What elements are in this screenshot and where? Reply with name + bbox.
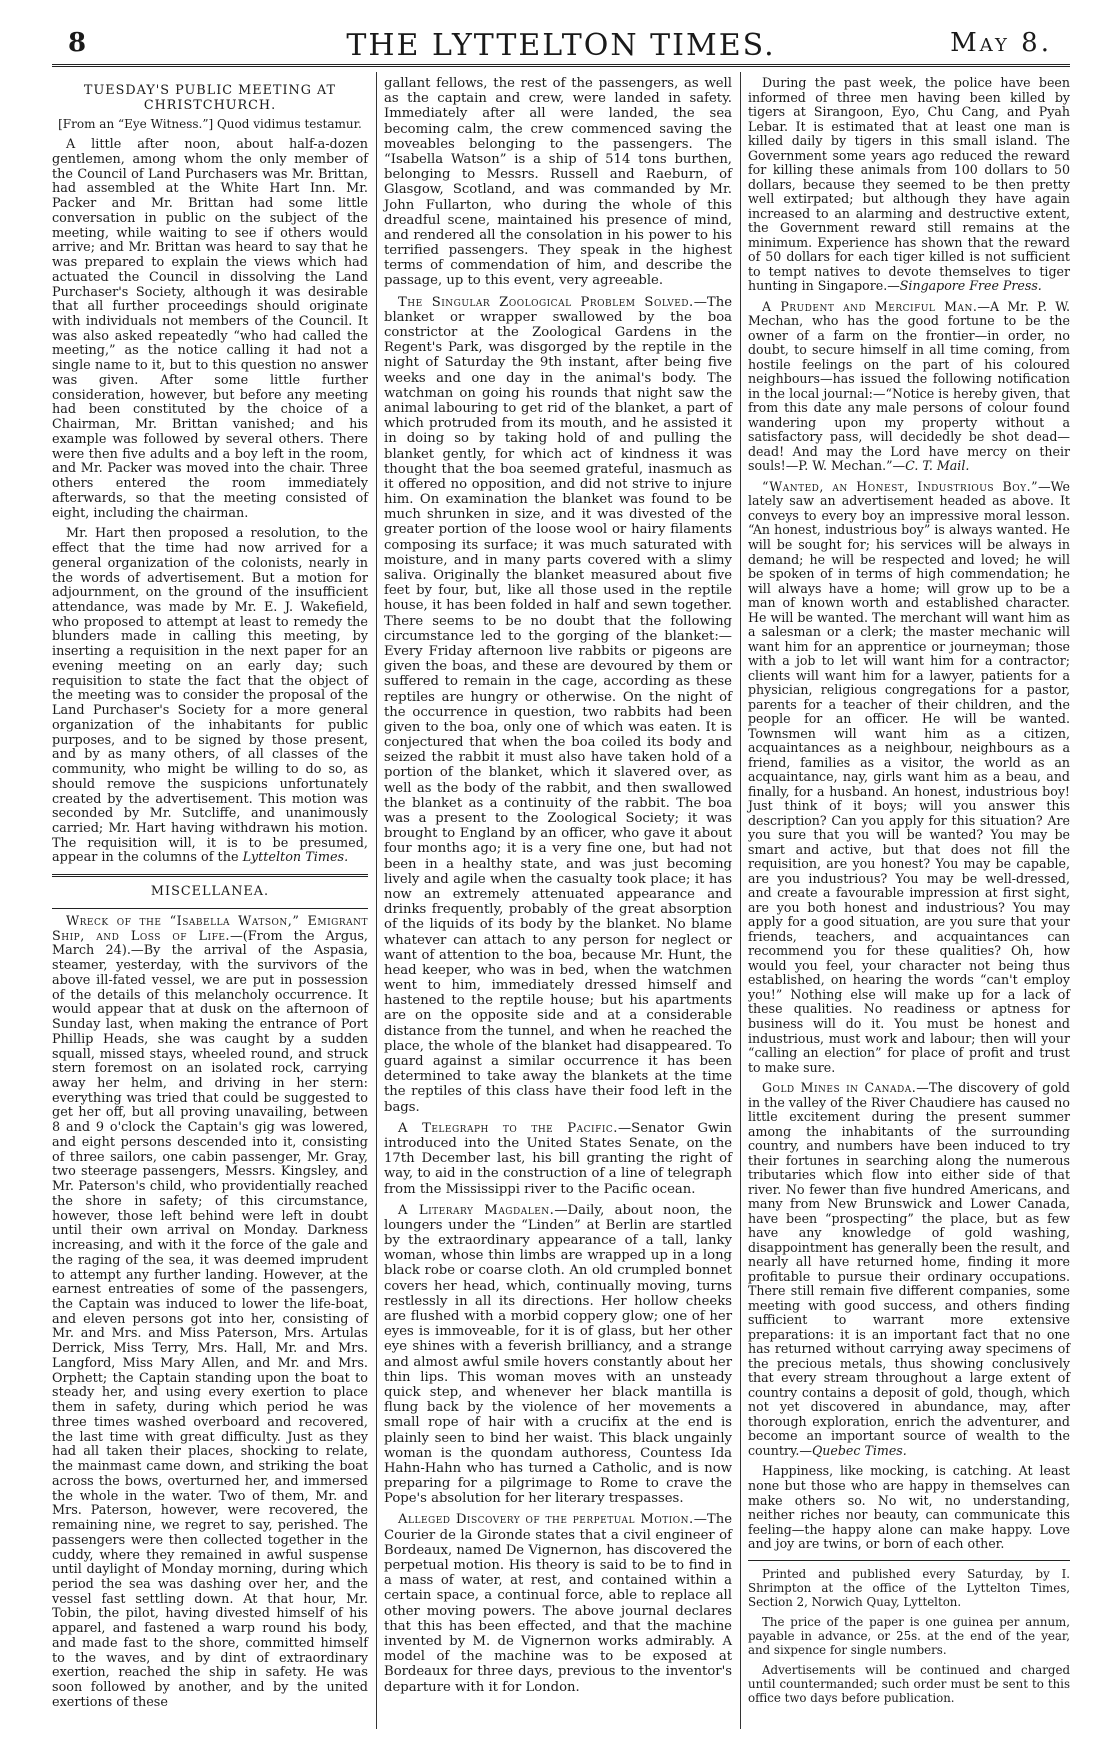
wreck-continued: gallant fellows, the rest of the passengers, as well as the captain and crew, were landed in safety. Immediately after all were landed, the sea becoming calm, the crew commenced saving the moveables belonging to the passengers. The “Isabella Watson” is a ship of 514 tons burthen, belonging to Messrs. Russell and Raeburn, of Glasgow, Scotland, and was commanded by Mr. John Fullarton, who during the whole of this dreadful scene, maintained his presence of mind, and rendered all the consolation in his power to his terrified passengers. They speak in the highest terms of commendation of him, and describe the passage, up to this event, very agreeable.: [384, 76, 732, 289]
section-rule: [52, 908, 368, 909]
article-title: Alleged Discovery of the perpetual Motion.: [398, 1512, 694, 1528]
happiness-article: Happiness, like mocking, is catching. At least none but those who are happy in themselves can make others so. No wit, no understanding, neither riches nor beauty, can communicate this feeling—the happy alone can make happy. Love and joy are twins, or born of each other.: [748, 1463, 1070, 1552]
imprint: [748, 1567, 1070, 1705]
meeting-paragraph: A little after noon, about half-a-dozen gentlemen, among whom the only member of the Council of Land Purchasers was Mr. Brittan, had assembled at the White Hart Inn. Mr. Packer and Mr. Brittan had some little conversation in public on the subject of the meeting, while waiting to see if others would arrive; and Mr. Brittan was heard to say that he was prepared to explain the views which had actuated the Council in dissolving the Land Purchaser's Society, although it was desirable that all further proceedings should originate with individuals not members of the Council. It was also asked repeatedly “who had called the meeting,” as the notice calling it had not a single name to it, but to this question no answer was given. After some little further consideration, however, but before any meeting had been constituted by the choice of a Chairman, Mr. Brittan vanished; and his example was followed by several others. There were then five adults and a boy left in the room, and Mr. Packer was moved into the chair. Three others entered the room immediately afterwards, so that the meeting consisted of eight, including the chairman.: [52, 137, 368, 521]
meeting-paragraph: Mr. Hart then proposed a resolution, to the effect that the time had now arrived for a general organization of the colonists, nearly in the words of advertisement. But a motion for adjournment, on the ground of the insufficient attendance, was made by Mr. E. J. Wakefield, who proposed to attempt at least to remedy the blunders made in calling this meeting, by inserting a requisition in the next paper for an evening meeting on an early day; such requisition to state the fact that the object of the meeting was to consider the proposal of the Land Purchaser's Society for a more general organization of the inhabitants for public purposes, and to be signed by those present, and by as many others, of all classes of the community, who might be willing to do so, as should remove the suspicions unfortunately created by the advertisement. This motion was seconded by Mr. Sutcliffe, and unanimously carried; Mr. Hart having withdrawn his motion. The requisition will, it is to be presumed, appear in the columns of the Lyttelton Times.: [52, 526, 368, 866]
magdalen-article: A Literary Magdalen.—Daily, about noon, the loungers under the “Linden” at Berlin are startled by the extraordinary appearance of a tall, lanky woman, whose thin limbs are wrapped up in a long black robe or coarse cloth. An old crumpled bonnet covers her head, which, continually moving, turns restlessly in all its directions. Her hollow cheeks are flushed with a morbid coppery glow; one of her eyes is immoveable, for it is of glass, but her other eye shines with a feverish brilliancy, and a strange and almost awful smile hovers constantly about her thin lips. This woman moves with an unsteady quick step, and whenever her black mantilla is flung back by the violence of her movements a small rope of hair with a crucifix at the end is plainly seen to bind her waist. This black ungainly woman is the quondam authoress, Countess Ida Hahn-Hahn who has turned a Catholic, and is now preparing for a pilgrimage to Rome to crave the Pope's absolution for her literary trespasses.: [384, 1202, 733, 1507]
article-title: A Literary Magdalen.: [398, 1202, 555, 1218]
column-3: [748, 76, 1070, 1711]
article-title: Wreck of the “Isabella Watson,” Emigrant Ship, and Loss of Life.: [52, 913, 368, 944]
tigers-article: During the past week, the police have been informed of three men having been killed by tigers at Sirangoon, Eyo, Chu Cang, and Pyah Lebar. It is estimated that at least one man is killed daily by tigers in this small island. The Government some years ago reduced the reward for killing these animals from 100 dollars to 50 dollars, because they seemed to be then pretty well extirpated; but although they have again increased to an alarming and destructive extent, the Government reward still remains at the minimum. Experience has shown that the reward of 50 dollars for each tiger killed is not sufficient to tempt natives to devote themselves to tiger hunting in Singapore.—Singapore Free Press.: [748, 75, 1070, 294]
imprint-publisher: Printed and published every Saturday, by I. Shrimpton at the office of the Lyttelton Times, Section 2, Norwich Quay, Lyttelton.: [748, 1566, 1070, 1609]
article-title: A Prudent and Merciful Man.: [762, 298, 978, 314]
article-title: Gold Mines in Canada.: [762, 1080, 917, 1096]
newspaper-title: THE LYTTELTON TIMES.: [346, 28, 776, 63]
column-divider: [740, 72, 741, 1729]
gold-article: Gold Mines in Canada.—The discovery of gold in the valley of the River Chaudiere has caused no little excitement during the present summer among the inhabitants of the surrounding country, and numbers have been induced to try their fortunes in searching along the numerous tributaries which flow into either side of that river. No fewer than five hundred Americans, and many from New Brunswick and Lower Canada, have been “prospecting” the place, but as few have any knowledge of gold washing, disappointment has generally been the result, and nearly all have returned home, finding it more profitable to pursue their ordinary occupations. There still remain five different companies, some meeting with good success, and others finding sufficient to warrant more extensive preparations: it is an important fact that no one has returned without carrying away specimens of the precious metals, thus showing conclusively that every stream throughout a large extent of country contains a deposit of gold, though, which not yet discovered in abundance, may, after thorough exploration, enrich the adventurer, and become an important source of wealth to the country.—Quebec Times.: [748, 1080, 1070, 1458]
issue-date: May 8.: [950, 28, 1052, 58]
imprint-advertisements: Advertisements will be continued and charged until countermanded; such order must be sent to this office two days before publication.: [748, 1662, 1070, 1705]
wreck-article: Wreck of the “Isabella Watson,” Emigrant Ship, and Loss of Life.—(From the Argus, March 24).—By the arrival of the Aspasia, steamer, yesterday, with the survivors of the above ill-fated vessel, we are put in possession of the details of this melancholy occurrence. It would appear that at dusk on the afternoon of Sunday last, when making the entrance of Port Phillip Heads, she was caught by a sudden squall, missed stays, wheeled round, and struck stern foremost on an isolated rock, carrying away her helm, and driving in her stern: everything was tried that could be suggested to get her off, but all proving unavailing, between 8 and 9 o'clock the Captain's gig was lowered, and eight persons descended into it, consisting of three sailors, one cabin passenger, Mr. Gray, two steerage passengers, Messrs. Kingsley, and Mr. Paterson's child, who providentially reached the shore in safety; of this circumstance, however, those left behind were left in doubt until their own arrival on Monday. Darkness increasing, and with it the force of the gale and the raging of the sea, it was deemed imprudent to attempt any further landing. However, at the earnest entreaties of some of the passengers, the Captain was induced to lower the life-boat, and eleven persons got into her, consisting of Mr. and Mrs. and Miss Paterson, Mrs. Artulas Derrick, Miss Terry, Mrs. Hall, Mr. and Mrs. Langford, Miss Mary Allen, and Mr. and Mrs. Orphett; the Captain standing upon the boat to steady her, and using every exertion to place them in safety, during which period he was three times washed overboard and recovered, the last time with great difficulty. Just as they had all taken their places, shocking to relate, the mainmast came down, and striking the boat across the bows, overturned her, and immersed the whole in the water. Two of them, Mr. and Mrs. Paterson, however, were recovered, the remaining nine, we regret to say, perished. The passengers were then collected together in the cuddy, where they remained in awful suspense until daylight of Monday morning, during which period the sea was dashing over her, and the vessel fast settling down. At that hour, Mr. Tobin, the pilot, having divested himself of his apparel, and fastened a warp round his body, and made fast to the shore, committed himself to the waves, and by dint of extraordinary exertion, reached the ship in safety. He was soon followed by another, and by the united exertions of these: [52, 913, 368, 1710]
meeting-heading: TUESDAY'S PUBLIC MEETING AT CHRISTCHURCH.: [83, 83, 337, 113]
miscellanea-heading: MISCELLANEA.: [150, 884, 270, 900]
telegraph-article: A Telegraph to the Pacific.—Senator Gwin introduced into the United States Senate, on the 17th December last, his bill granting the right of way, to aid in the construction of a line of telegraph from the Mississippi river to the Pacific ocean.: [384, 1120, 732, 1197]
masthead: [52, 28, 1070, 68]
zoo-article: The Singular Zoological Problem Solved.—The blanket or wrapper swallowed by the boa constrictor at the Zoological Gardens in the Regent's Park, was disgorged by the reptile in the night of Saturday the 9th instant, after being five weeks and one day in the animal's body. The watchman on going his rounds that night saw the animal labouring to get rid of the blanket, a part of which protruded from its mouth, and he assisted it in doing so by taking hold of and pulling the blanket gently, for which act of kindness it was thought that the boa seemed grateful, inasmuch as it offered no opposition, and did not strive to injure him. On examination the blanket was found to be much shrunken in size, and it was divested of the greater portion of the loose wool or hairy filaments composing its surface; it was much saturated with moisture, and in many parts covered with a slimy saliva. Originally the blanket measured about five feet by four, but, like all those used in the reptile house, it has been folded in half and sewn together. There seems to be no doubt that the following circumstance led to the gorging of the blanket:—Every Friday afternoon live rabbits or pigeons are given the boas, and these are devoured by them or suffered to remain in the cage, according as these reptiles are hungry or otherwise. On the night of the occurrence in question, two rabbits had been given to the boa, only one of which was eaten. It is conjectured that when the boa coiled its body and seized the rabbit it must also have taken hold of a portion of the blanket, which it slavered over, as well as the body of the rabbit, and then swallowed the blanket as a continuity of the rabbit. The boa was a present to the Zoological Society; it was brought to England by an officer, who gave it about four months ago; it is a very fine one, but had not been in a healthy state, and was just becoming lively and agile when the casualty took place; it has now an extremely attenuated appearance and drinks frequently, probably of the great absorption of the liquids of its body by the blanket. No blame whatever can attach to any person for neglect or want of attention to the boa, because Mr. Hunt, the head keeper, who was in bed, when the watchmen went to him, immediately dressed himself and hastened to the reptile house; but his apartments are on the opposite side and at a considerable distance from the tunnel, and when he reached the place, the whole of the blanket had disappeared. To guard against a similar occurrence it has been determined to take away the blankets at the time the reptiles of this class have their food left in the bags.: [384, 294, 732, 1115]
page-number: 8: [68, 28, 87, 58]
imprint-price: The price of the paper is one guinea per annum, payable in advance, or 25s. at the end of the year, and sixpence for single numbers.: [748, 1614, 1070, 1657]
merciful-article: A Prudent and Merciful Man.—A Mr. P. W. Mechan, who has the good fortune to be the owner of a farm on the frontier—in order, no doubt, to secure himself in all time coming, from hostile feelings on the part of his coloured neighbours—has issued the following notification in the local journal:—“Notice is hereby given, that from this date any male persons of colour found wandering upon my property without a satisfactory pass, will decidedly be shot dead—dead! And may the Lord have mercy on their souls!—P. W. Mechan.”—C. T. Mail.: [748, 298, 1070, 474]
motion-article: Alleged Discovery of the perpetual Motion.—The Courier de la Gironde states that a civil engineer of Bordeaux, named De Vignernon, has discovered the perpetual motion. His theory is said to be to find in a mass of water, at rest, and contained within a certain space, a continual force, able to replace all other moving powers. The above journal declares that this has been effected, and that the machine invented by M. de Vignernon works admirably. A model of the machine was to be exposed at Bordeaux for three days, previous to the inventor's departure with it for London.: [384, 1512, 732, 1695]
article-title: The Singular Zoological Problem Solved.: [398, 294, 694, 310]
section-rule: [52, 874, 368, 877]
article-title: A Telegraph to the Pacific.: [398, 1120, 618, 1136]
boy-article: “Wanted, an Honest, Industrious Boy.”—We lately saw an advertisement headed as above. It conveys to every boy an impressive moral lesson. “An honest, industrious boy” is always wanted. He will be sought for; his services will be always in demand; he will be respected and loved; he will be spoken of in terms of high commendation; he will always have a home; will grow up to be a man of known worth and established character. He will be wanted. The merchant will want him as a salesman or a clerk; the master mechanic will want him for an apprentice or journeyman; those with a job to let will want him for a contractor; clients will want him for a lawyer, patients for a physician, religious congregations for a pastor, parents for a teacher of their children, and the people for an officer. He will be wanted. Townsmen will want him as a citizen, acquaintances as a neighbour, neighbours as a friend, families as a visitor, the world as an acquaintance, nay, girls want him as a beau, and finally, for a husband. An honest, industrious boy! Just think of it boys; will you answer this description? Can you apply for this situation? Are you sure that you will be wanted? You may be smart and active, but that does not fill the requisition, are you honest? You may be capable, are you industrious? You may be well-dressed, and create a favourable impression at first sight, are you both honest and industrious? You may apply for a good situation, are you sure that your friends, teachers, and acquaintances can recommend you for these qualities? Oh, how would you feel, your character not being thus established, on hearing the words “can't employ you!” Nothing else will make up for a lack of these qualities. No readiness or aptness for business will do it. You must be honest and industrious, must work and labour; then will your “calling an election” for place of profit and trust to make sure.: [748, 478, 1070, 1075]
column-2: [384, 76, 732, 1701]
masthead-rule: [52, 64, 1070, 67]
column-divider: [376, 72, 377, 1729]
article-title: “Wanted, an Honest, Industrious Boy.”: [762, 478, 1039, 494]
column-1: [52, 76, 368, 1717]
meeting-source: [From an “Eye Witness.”] Quod vidimus testamur.: [58, 117, 362, 132]
section-rule: [748, 1560, 1070, 1561]
